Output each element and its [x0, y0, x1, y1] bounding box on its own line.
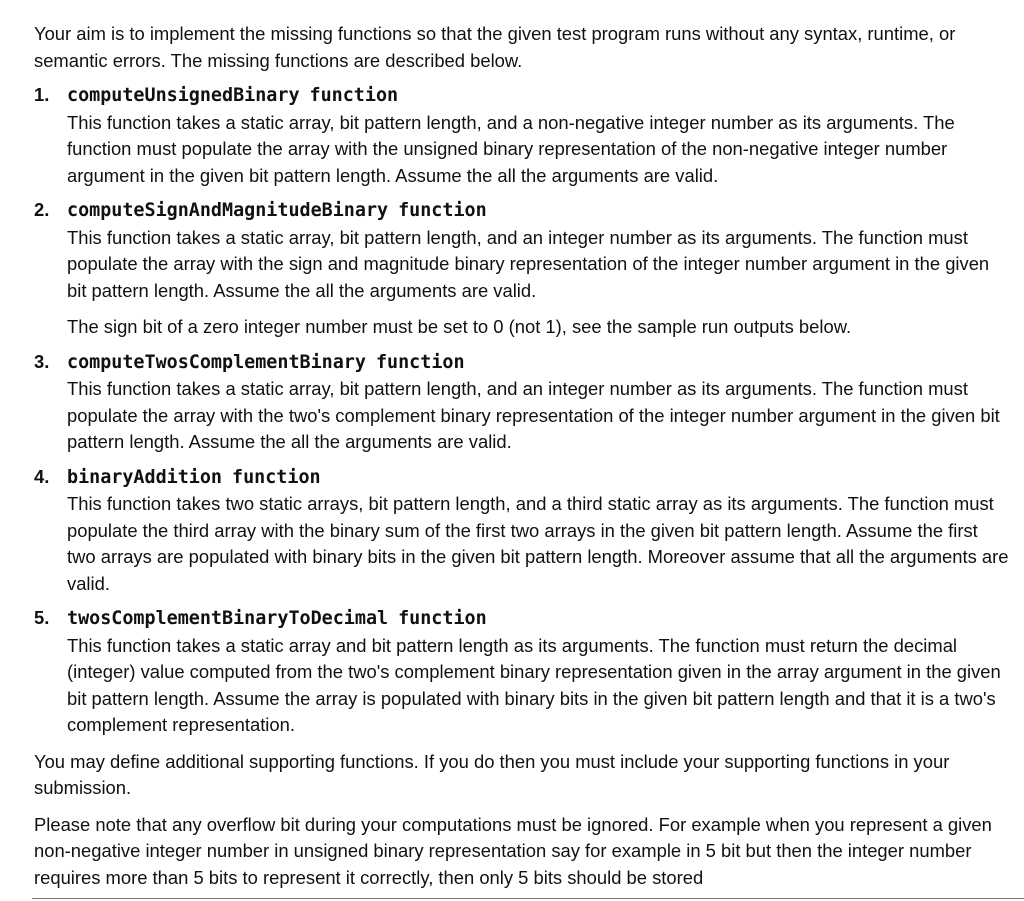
function-keyword: function: [375, 351, 465, 373]
function-keyword: function: [398, 608, 487, 629]
function-heading: [67, 464, 1009, 492]
function-keyword: function: [309, 85, 399, 106]
function-keyword: function: [232, 466, 321, 488]
intro-paragraph: Your aim is to implement the missing functions so that the given test program runs without any syntax, runtime, or semantic errors. The missing functions are described below.: [34, 23, 956, 71]
list-item-binary-addition: [34, 464, 1009, 598]
list-number: 2.: [34, 199, 50, 220]
function-description: This function takes a static array, bit pattern length, and an integer number as its arguments. The function must populate the array with the sign and magnitude binary representation of the integer number argument in the given bit pattern length. Assume the all the arguments are valid.: [67, 226, 990, 301]
supporting-functions-paragraph: You may define additional supporting functions. If you do then you must include your supporting functions in your submission.: [34, 750, 950, 798]
function-name: twosComplementBinaryToDecimal: [67, 608, 389, 629]
function-name: computeTwosComplementBinary: [67, 351, 366, 373]
list-number: 4.: [34, 465, 50, 487]
function-name: computeUnsignedBinary: [67, 85, 300, 106]
list-item-compute-unsigned-binary: [34, 82, 1009, 189]
list-item-compute-sign-and-magnitude-binary: [34, 197, 1009, 341]
page-bottom-rule: [32, 898, 1024, 899]
function-heading: [67, 82, 1009, 110]
list-number: 5.: [34, 607, 50, 628]
function-description: This function takes a static array, bit pattern length, and a non-negative integer number as its arguments. The function must populate the array with the unsigned binary representation of the non-negative integer number argument in the given bit pattern length. Assume the all the arguments are valid.: [67, 111, 955, 186]
list-item-compute-twos-complement-binary: [34, 349, 1009, 456]
function-heading: [67, 349, 1009, 377]
list-item-twos-complement-binary-to-decimal: [34, 605, 1009, 739]
assignment-document: [34, 21, 1009, 891]
function-keyword: function: [398, 200, 487, 221]
function-heading: [67, 605, 1009, 633]
function-description: This function takes a static array, bit pattern length, and an integer number as its arguments. The function must populate the array with the two's complement binary representation of the integer number argument in the given bit pattern length. Assume the all the arguments are valid.: [67, 378, 1000, 452]
list-number: 1.: [34, 84, 50, 105]
function-name: computeSignAndMagnitudeBinary: [67, 200, 389, 221]
overflow-paragraph: Please note that any overflow bit during your computations must be ignored. For example when you represent a given non-negative integer number in unsigned binary representation say for example in 5 bit but then the integer number requires more than 5 bits to represent it correctly, then only 5 bits should be stored: [34, 813, 992, 888]
function-description: This function takes a static array and bit pattern length as its arguments. The function must return the decimal (integer) value computed from the two's complement binary representation given in the array argument in the given bit pattern length. Assume the array is populated with binary bits in the given bit pattern length and that it is a two's complement representation.: [67, 634, 1001, 735]
list-number: 3.: [34, 350, 50, 372]
function-name: binaryAddition: [67, 466, 223, 488]
function-heading: [67, 197, 1009, 225]
zero-sign-bit-note: The sign bit of a zero integer number must be set to 0 (not 1), see the sample run outputs below.: [67, 316, 852, 337]
function-description: This function takes two static arrays, bit pattern length, and a third static array as its arguments. The function must populate the third array with the binary sum of the first two arrays in the given bit pattern length. Assume the first two arrays are populated with binary bits in the given bit pattern length. Moreover assume that all the arguments are valid.: [67, 493, 1009, 594]
